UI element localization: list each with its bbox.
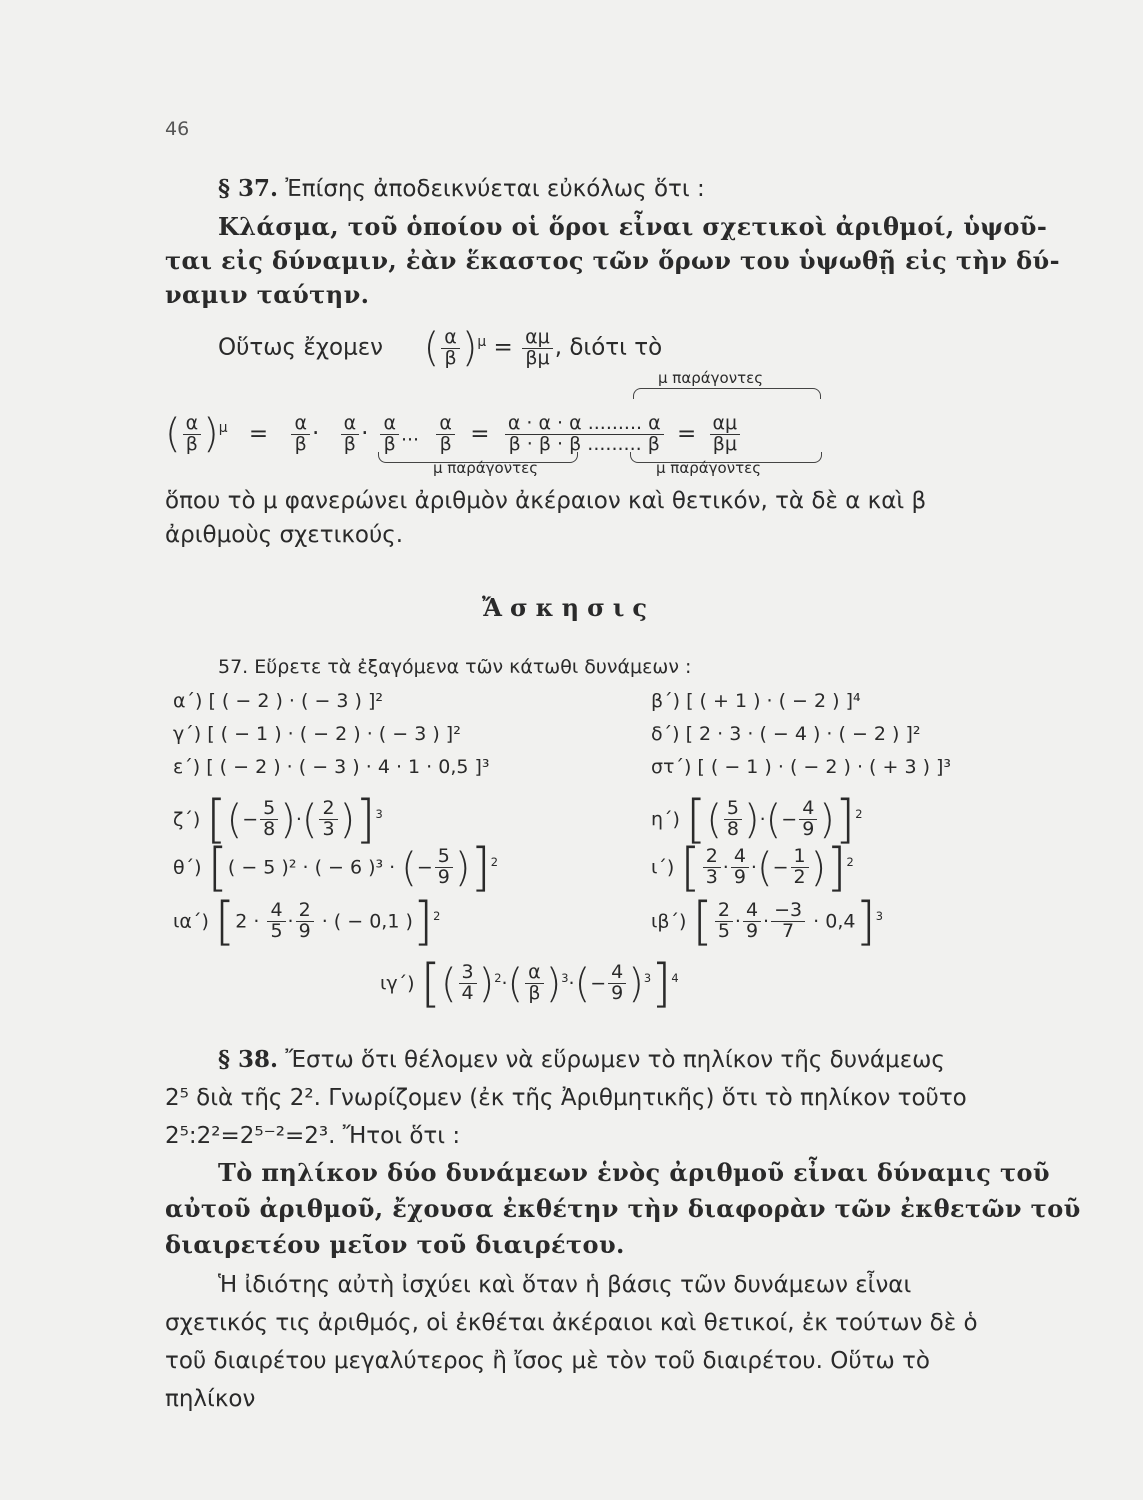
s37-number: § 37. (218, 175, 279, 202)
outws-text: Οὕτως ἔχομεν (218, 334, 384, 361)
s38-rule-2: αὐτοῦ ἀριθμοῦ, ἔχουσα ἐκθέτην τὴν διαφορὰν τῶν ἐκθετῶν τοῦ (165, 1194, 1081, 1223)
s37-intro: Ἐπίσης ἀποδεικνύεται εὐκόλως ὅτι : (278, 176, 705, 202)
exercise-st: στ΄) [ ( − 1 ) · ( − 2 ) · ( + 3 ) ]³ (651, 756, 952, 778)
s38-line-2: 2⁵ διὰ τῆς 2². Γνωρίζομεν (ἐκ τῆς Ἀριθμητικῆς) ὅτι τὸ πηλίκον τοῦτο (165, 1085, 967, 1111)
exercises-title: Ἄσκησις (482, 593, 656, 622)
exercise-d: δ΄) [ 2 · 3 · ( − 4 ) · ( − 2 ) ]² (651, 723, 921, 745)
exercise-i: ι΄) [ $\frac{2}{3}$ · $\frac{4}{9}$ ·(− $\frac{1}{2}$ )]$^2$ (651, 837, 854, 898)
s37-intro-line (218, 172, 705, 206)
s38-rule-1: Τὸ πηλίκον δύο δυνάμεων ἑνὸς ἀριθμοῦ εἶναι δύναμις τοῦ (218, 1158, 1050, 1187)
s38-para-2: σχετικός τις ἀριθμός, οἱ ἐκθέται ἀκέραιοι καὶ θετικοί, ἐκ τούτων δὲ ὁ (165, 1310, 978, 1336)
exercise-th: θ΄) [( − 5 )² · ( − 6 )³ · (− $\frac{5}{9}$ )]$^2$ (173, 837, 499, 898)
derivation-line: ( $\frac{\alpha}{\beta}$ )$^\mu$ = $\frac{\alpha}{\beta}$ · $\frac{\alpha}{\beta}$ · $\frac{\alpha}{\beta}$ ... $\frac{\alpha}{\beta}$ = $\frac{\alpha \cdot \alpha \cdot \alpha ......... \alpha}{\beta \cdot \beta \cdot \beta ......... \beta}$ = $\frac{\alpha\mu}{\beta\mu}$ (165, 403, 742, 460)
page-number: 46 (165, 118, 190, 140)
factors-label-top: μ παράγοντες (658, 369, 764, 387)
exercise-ig: ιγ΄) [( $\frac{3}{4}$ )$^2$·( $\frac{\alpha}{\beta}$ )$^3$·(− $\frac{4}{9}$ )$^3$]$^4$ (380, 953, 679, 1014)
dioti-text: , διότι τὸ (554, 334, 663, 361)
exercise-ib: ιβ΄) [ $\frac{2}{5}$ · $\frac{4}{9}$ · $\frac{-3}{7}$ · 0,4]$^3$ (651, 891, 883, 952)
exercise-z: ζ΄) [(− $\frac{5}{8}$ )·( $\frac{2}{3}$ )]$^3$ (173, 789, 383, 850)
brace-top (633, 388, 821, 399)
s37-rule-2: ται εἰς δύναμιν, ἐὰν ἕκαστος τῶν ὅρων του ὑψωθῇ εἰς τὴν δύ- (165, 246, 1060, 275)
exercise-57-intro: 57. Εὕρετε τὰ ἐξαγόμενα τῶν κάτωθι δυνάμεων : (218, 656, 692, 678)
fraction-a-over-b: $\frac{\alpha}{\beta}$ (441, 328, 460, 369)
product-fraction: $\frac{\alpha \cdot \alpha \cdot \alpha ......... \alpha}{\beta \cdot \beta \cdot \beta ......... \beta}$ (505, 414, 664, 455)
opou-line-1: ὅπου τὸ μ φανερώνει ἀριθμὸν ἀκέραιον καὶ θετικόν, τὰ δὲ α καὶ β (165, 488, 927, 514)
exercise-e: ε΄) [ ( − 2 ) · ( − 3 ) · 4 · 1 · 0,5 ]³ (173, 756, 490, 778)
factors-label-right: μ παράγοντες (656, 459, 762, 477)
exercise-ia: ια΄) [2 · $\frac{4}{5}$ · $\frac{2}{9}$ · ( − 0,1 )]$^2$ (173, 891, 441, 952)
s38-number: § 38. (218, 1046, 279, 1073)
s38-para-1: Ἡ ἰδιότης αὐτὴ ἰσχύει καὶ ὅταν ἡ βάσις τῶν δυνάμεων εἶναι (218, 1272, 912, 1298)
opou-line-2: ἀριθμοὺς σχετικούς. (165, 522, 404, 548)
s38-rule-3: διαιρετέου μεῖον τοῦ διαιρέτου. (165, 1230, 625, 1259)
s38-para-4: πηλίκον (165, 1386, 256, 1412)
exercise-c: γ΄) [ ( − 1 ) · ( − 2 ) · ( − 3 ) ]² (173, 723, 461, 745)
factors-label-left: μ παράγοντες (433, 459, 539, 477)
fraction-amu-over-bmu: $\frac{\alpha\mu}{\beta\mu}$ (522, 328, 553, 369)
s38-line-3: 2⁵:2²=2⁵⁻²=2³. Ἤτοι ὅτι : (165, 1123, 461, 1149)
s38-line-1: § 38. Ἔστω ὅτι θέλομεν νὰ εὕρωμεν τὸ πηλίκον τῆς δυνάμεως (218, 1046, 945, 1073)
s37-example-line: Οὕτως ἔχομεν ( $\frac{\alpha}{\beta}$ )$^\mu$ = $\frac{\alpha\mu}{\beta\mu}$ , διότι τὸ (218, 325, 663, 372)
s38-para-3: τοῦ διαιρέτου μεγαλύτερος ἢ ἴσος μὲ τὸν τοῦ διαιρέτου. Οὕτω τὸ (165, 1348, 930, 1374)
s37-rule-1: Κλάσμα, τοῦ ὁποίου οἱ ὅροι εἶναι σχετικοὶ ἀριθμοί, ὑψοῦ- (218, 212, 1048, 241)
exercise-a: α΄) [ ( − 2 ) · ( − 3 ) ]² (173, 690, 384, 712)
exercise-b: β΄) [ ( + 1 ) · ( − 2 ) ]⁴ (651, 690, 861, 712)
s37-rule-3: ναμιν ταύτην. (165, 280, 370, 309)
exercise-h: η΄) [( $\frac{5}{8}$ )·(− $\frac{4}{9}$ )]$^2$ (651, 789, 863, 850)
